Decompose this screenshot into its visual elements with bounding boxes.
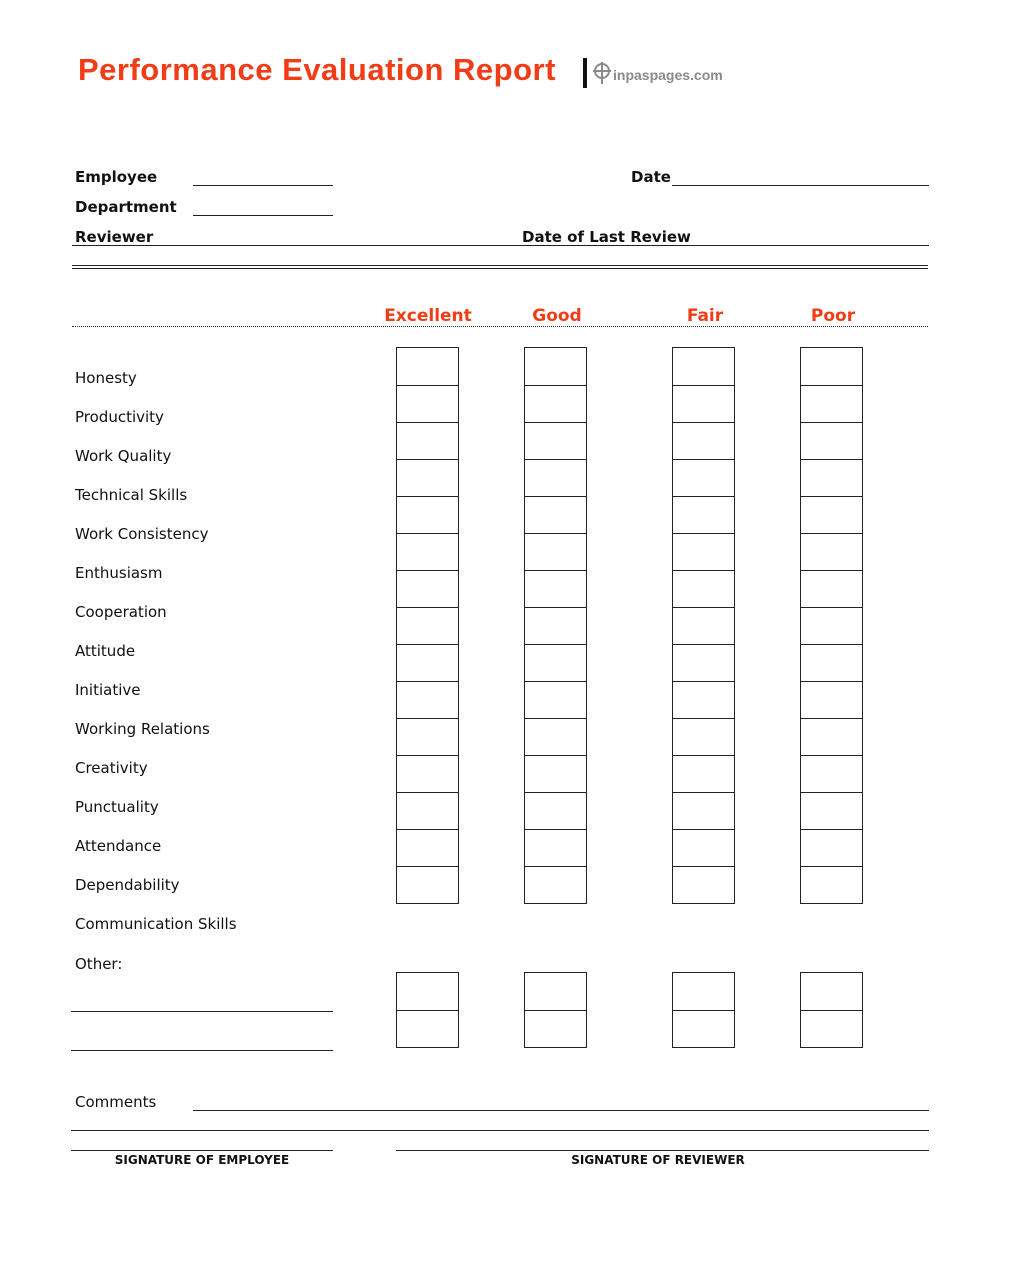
employee-label: Employee	[75, 168, 158, 186]
rating-checkbox-fair[interactable]	[672, 644, 735, 682]
rating-checkbox-fair[interactable]	[672, 459, 735, 497]
rating-checkbox-good[interactable]	[524, 385, 587, 423]
other-rating-column-excellent	[396, 972, 459, 1048]
rating-checkbox-poor[interactable]	[800, 570, 863, 608]
rating-checkbox-good[interactable]	[524, 792, 587, 830]
criterion-label: Work Quality	[75, 447, 172, 465]
criterion-label: Attitude	[75, 642, 136, 660]
rating-column-poor	[800, 347, 863, 904]
reviewer-field[interactable]	[72, 245, 929, 246]
criterion-label: Communication Skills	[75, 915, 237, 933]
rating-checkbox-good[interactable]	[524, 496, 587, 534]
rating-checkbox-poor[interactable]	[800, 681, 863, 719]
rating-checkbox-poor[interactable]	[800, 1010, 863, 1048]
rating-checkbox-good[interactable]	[524, 644, 587, 682]
criterion-label: Creativity	[75, 759, 148, 777]
rating-checkbox-fair[interactable]	[672, 755, 735, 793]
criterion-label: Honesty	[75, 369, 137, 387]
rating-checkbox-good[interactable]	[524, 533, 587, 571]
rating-checkbox-excellent[interactable]	[396, 385, 459, 423]
other-rating-column-poor	[800, 972, 863, 1048]
rating-checkbox-fair[interactable]	[672, 681, 735, 719]
date-of-last-review-label: Date of Last Review	[522, 228, 691, 246]
comments-field-2[interactable]	[71, 1130, 929, 1131]
rating-checkbox-good[interactable]	[524, 866, 587, 904]
rating-checkbox-excellent[interactable]	[396, 1010, 459, 1048]
rating-checkbox-poor[interactable]	[800, 792, 863, 830]
rating-column-excellent	[396, 347, 459, 904]
section-divider-top	[72, 265, 928, 266]
rating-checkbox-fair[interactable]	[672, 496, 735, 534]
criterion-label: Working Relations	[75, 720, 210, 738]
other-rating-column-fair	[672, 972, 735, 1048]
rating-checkbox-fair[interactable]	[672, 866, 735, 904]
rating-checkbox-poor[interactable]	[800, 533, 863, 571]
rating-checkbox-poor[interactable]	[800, 866, 863, 904]
rating-checkbox-excellent[interactable]	[396, 792, 459, 830]
rating-checkbox-excellent[interactable]	[396, 422, 459, 460]
rating-checkbox-fair[interactable]	[672, 792, 735, 830]
rating-header-poor: Poor	[810, 306, 856, 326]
criterion-label: Punctuality	[75, 798, 159, 816]
rating-checkbox-excellent[interactable]	[396, 570, 459, 608]
rating-checkbox-excellent[interactable]	[396, 347, 459, 386]
section-divider-bottom	[72, 268, 928, 269]
header-dotted-divider	[72, 326, 928, 327]
rating-checkbox-poor[interactable]	[800, 347, 863, 386]
rating-checkbox-good[interactable]	[524, 607, 587, 645]
rating-checkbox-fair[interactable]	[672, 422, 735, 460]
rating-checkbox-fair[interactable]	[672, 385, 735, 423]
rating-checkbox-excellent[interactable]	[396, 607, 459, 645]
rating-checkbox-poor[interactable]	[800, 755, 863, 793]
rating-column-fair	[672, 347, 735, 904]
other-label: Other:	[75, 955, 123, 973]
other-field-1[interactable]	[71, 1011, 333, 1012]
rating-header-good: Good	[532, 306, 582, 326]
crosshair-pin-icon	[592, 62, 612, 84]
rating-checkbox-excellent[interactable]	[396, 755, 459, 793]
rating-checkbox-poor[interactable]	[800, 829, 863, 867]
rating-checkbox-good[interactable]	[524, 718, 587, 756]
comments-label: Comments	[75, 1093, 157, 1111]
criterion-label: Productivity	[75, 408, 164, 426]
rating-checkbox-poor[interactable]	[800, 607, 863, 645]
rating-checkbox-good[interactable]	[524, 570, 587, 608]
rating-checkbox-fair[interactable]	[672, 347, 735, 386]
rating-checkbox-good[interactable]	[524, 755, 587, 793]
department-field[interactable]	[193, 215, 333, 216]
rating-checkbox-poor[interactable]	[800, 718, 863, 756]
comments-field-1[interactable]	[193, 1110, 929, 1111]
rating-checkbox-excellent[interactable]	[396, 681, 459, 719]
rating-checkbox-good[interactable]	[524, 829, 587, 867]
other-rating-column-good	[524, 972, 587, 1048]
criterion-label: Attendance	[75, 837, 162, 855]
rating-checkbox-excellent[interactable]	[396, 533, 459, 571]
rating-checkbox-good[interactable]	[524, 459, 587, 497]
rating-checkbox-fair[interactable]	[672, 607, 735, 645]
rating-checkbox-excellent[interactable]	[396, 496, 459, 534]
reviewer-signature-label: SIGNATURE OF REVIEWER	[571, 1153, 745, 1167]
date-label: Date	[631, 168, 671, 186]
rating-checkbox-poor[interactable]	[800, 496, 863, 534]
criterion-label: Technical Skills	[75, 486, 188, 504]
rating-checkbox-poor[interactable]	[800, 644, 863, 682]
other-field-2[interactable]	[71, 1050, 333, 1051]
rating-checkbox-fair[interactable]	[672, 829, 735, 867]
date-field[interactable]	[672, 185, 929, 186]
employee-field[interactable]	[193, 185, 333, 186]
criterion-label: Work Consistency	[75, 525, 209, 543]
rating-header-excellent: Excellent	[384, 306, 472, 326]
rating-checkbox-excellent[interactable]	[396, 644, 459, 682]
rating-checkbox-good[interactable]	[524, 972, 587, 1011]
criterion-label: Dependability	[75, 876, 180, 894]
rating-checkbox-good[interactable]	[524, 681, 587, 719]
rating-checkbox-excellent[interactable]	[396, 459, 459, 497]
rating-checkbox-poor[interactable]	[800, 972, 863, 1011]
rating-checkbox-poor[interactable]	[800, 459, 863, 497]
criterion-label: Enthusiasm	[75, 564, 163, 582]
rating-checkbox-good[interactable]	[524, 347, 587, 386]
rating-checkbox-fair[interactable]	[672, 533, 735, 571]
employee-signature-line[interactable]	[71, 1150, 333, 1151]
logo-text: inpaspages.com	[613, 67, 723, 83]
page-title: Performance Evaluation Report	[78, 52, 556, 87]
rating-header-fair: Fair	[686, 306, 724, 326]
rating-checkbox-good[interactable]	[524, 422, 587, 460]
rating-checkbox-poor[interactable]	[800, 385, 863, 423]
rating-checkbox-excellent[interactable]	[396, 972, 459, 1011]
rating-checkbox-fair[interactable]	[672, 718, 735, 756]
rating-checkbox-fair[interactable]	[672, 570, 735, 608]
rating-checkbox-fair[interactable]	[672, 972, 735, 1011]
rating-checkbox-excellent[interactable]	[396, 718, 459, 756]
rating-checkbox-excellent[interactable]	[396, 866, 459, 904]
rating-checkbox-excellent[interactable]	[396, 829, 459, 867]
title-divider	[583, 58, 587, 88]
rating-checkbox-good[interactable]	[524, 1010, 587, 1048]
rating-column-good	[524, 347, 587, 904]
rating-checkbox-fair[interactable]	[672, 1010, 735, 1048]
reviewer-signature-line[interactable]	[396, 1150, 929, 1151]
department-label: Department	[75, 198, 177, 216]
reviewer-label: Reviewer	[75, 228, 154, 246]
criterion-label: Cooperation	[75, 603, 167, 621]
employee-signature-label: SIGNATURE OF EMPLOYEE	[114, 1153, 290, 1167]
criterion-label: Initiative	[75, 681, 141, 699]
rating-checkbox-poor[interactable]	[800, 422, 863, 460]
